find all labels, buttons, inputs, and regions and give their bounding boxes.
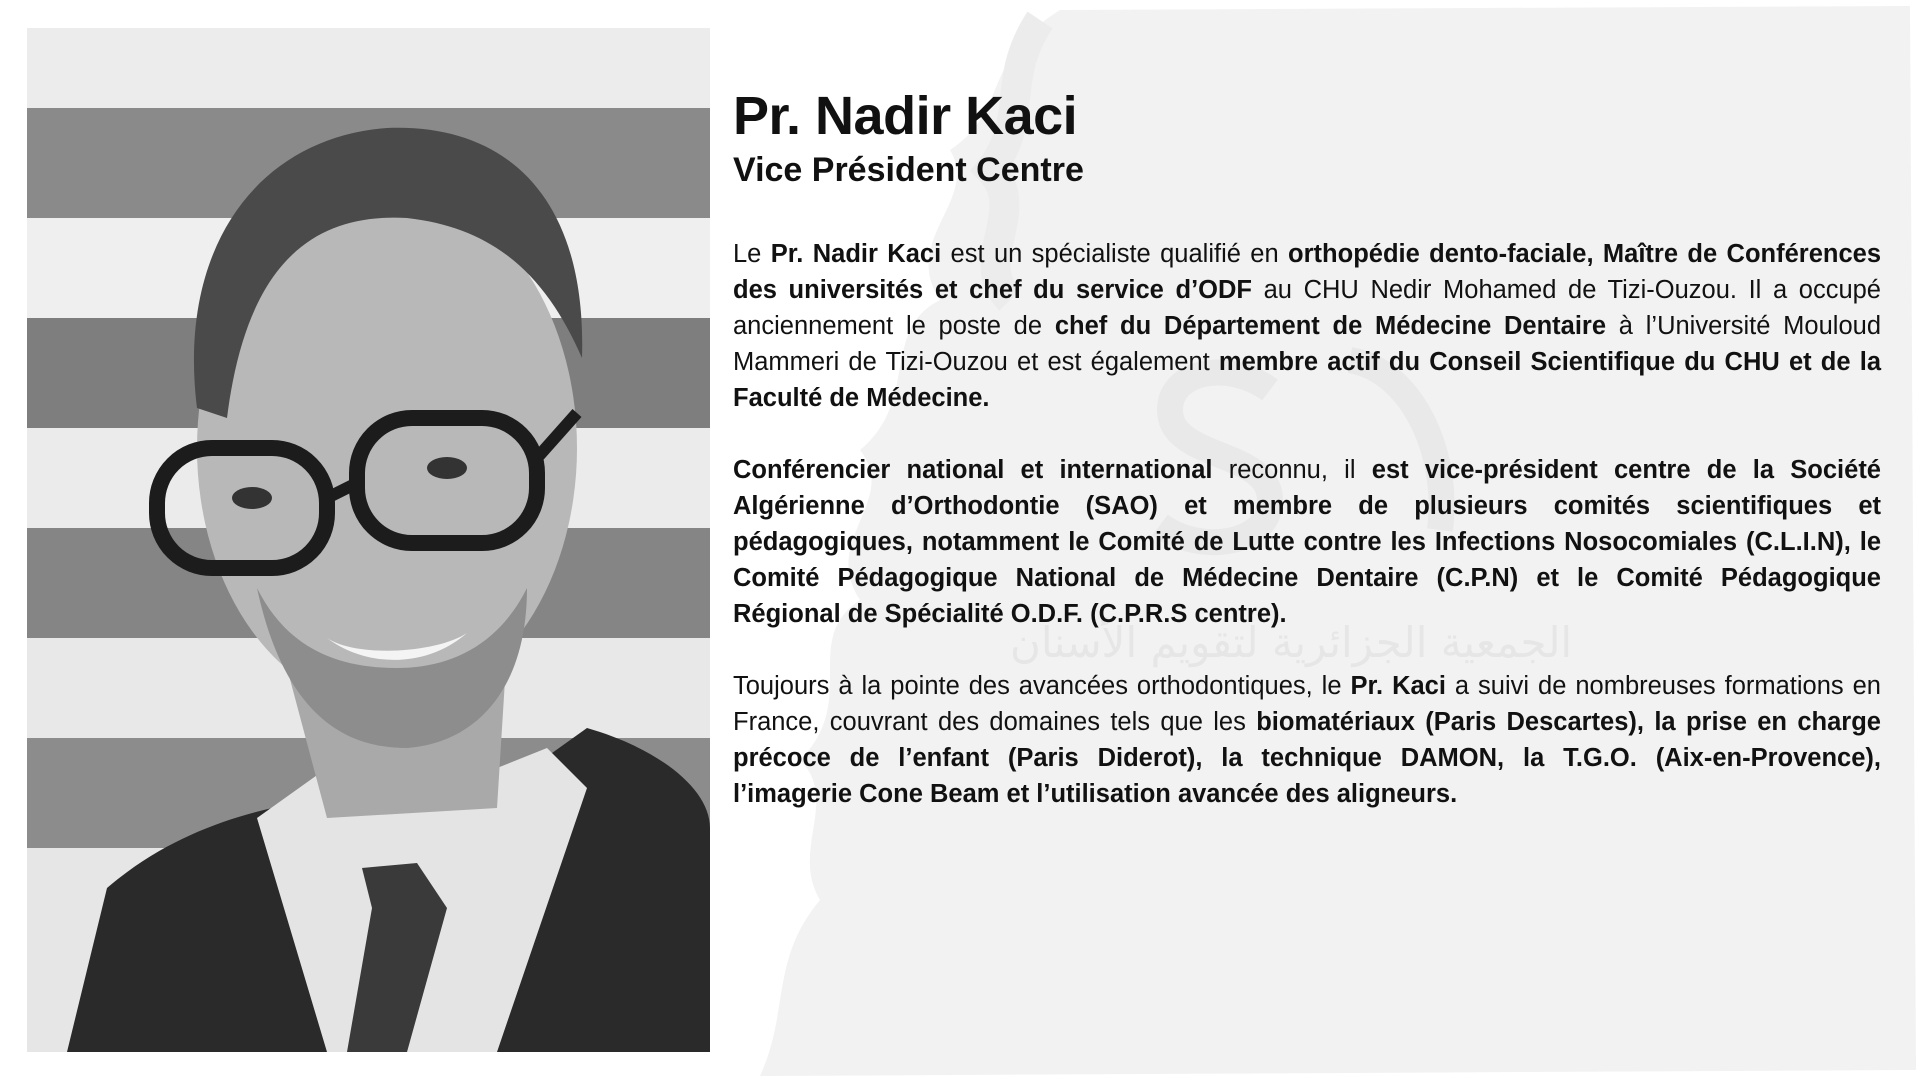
person-role: Vice Président Centre [733,151,1084,189]
bio-text-run: Le [733,240,771,268]
bio-text-run: orthopédie dento-faciale, Maître de Conférences des universités et chef du service d’ODF [733,240,1882,304]
bio-paragraph-2 [733,452,1881,632]
bio-text-run: est vice-président centre de la Société Algérienne d’Orthodontie (SAO) et membre de plusieurs comités scientifiques et pédagogiques, notamment le Comité de Lutte contre les Infections Nosocomiales (C.L.I.N), le Comité Pédagogique National de Médecine Dentaire (C.P.N) et le Comité Pédagogique Régional de Spécialité O.D.F. (C.P.R.S centre). [733,456,1881,628]
bio-text-run: à l’Université Mouloud Mammeri de Tizi-Ouzou et est également [733,312,1882,376]
bio-text-run: Conférencier national et international [733,456,1213,484]
bio-text-run: membre actif du Conseil Scientifique du CHU et de la Faculté de Médecine. [733,348,1881,412]
bio-text-run: Toujours à la pointe des avancées orthodontiques, le [733,672,1351,700]
bio-text-run: biomatériaux (Paris Descartes), la prise en charge précoce de l’enfant (Paris Diderot), la technique DAMON, la T.G.O. (Aix-en-Provence), l’imagerie Cone Beam et l’utilisation avancée des aligneurs. [733,708,1881,808]
bio-text-run: a suivi de nombreuses formations en France, couvrant des domaines tels que les [733,672,1881,736]
bio-section [733,84,1881,848]
bio-paragraph-1 [733,236,1881,416]
bio-text-run: au CHU Nedir Mohamed de Tizi-Ouzou. Il a occupé anciennement le poste de [733,276,1881,340]
bio-text-run: Pr. Kaci [1350,672,1446,700]
portrait-photo [27,28,710,1052]
arabic-watermark: الجمعية الجزائرية لتقويم الأسنان [1010,618,1573,667]
bio-text-run: chef du Département de Médecine Dentaire [1054,312,1607,340]
bio-text-run: est un spécialiste qualifié en [941,240,1289,268]
bio-text-run: Pr. Nadir Kaci [770,240,942,268]
person-name: Pr. Nadir Kaci [733,86,1078,146]
bio-text-run: reconnu, il [1212,456,1372,484]
bio-paragraph-3 [733,668,1881,812]
